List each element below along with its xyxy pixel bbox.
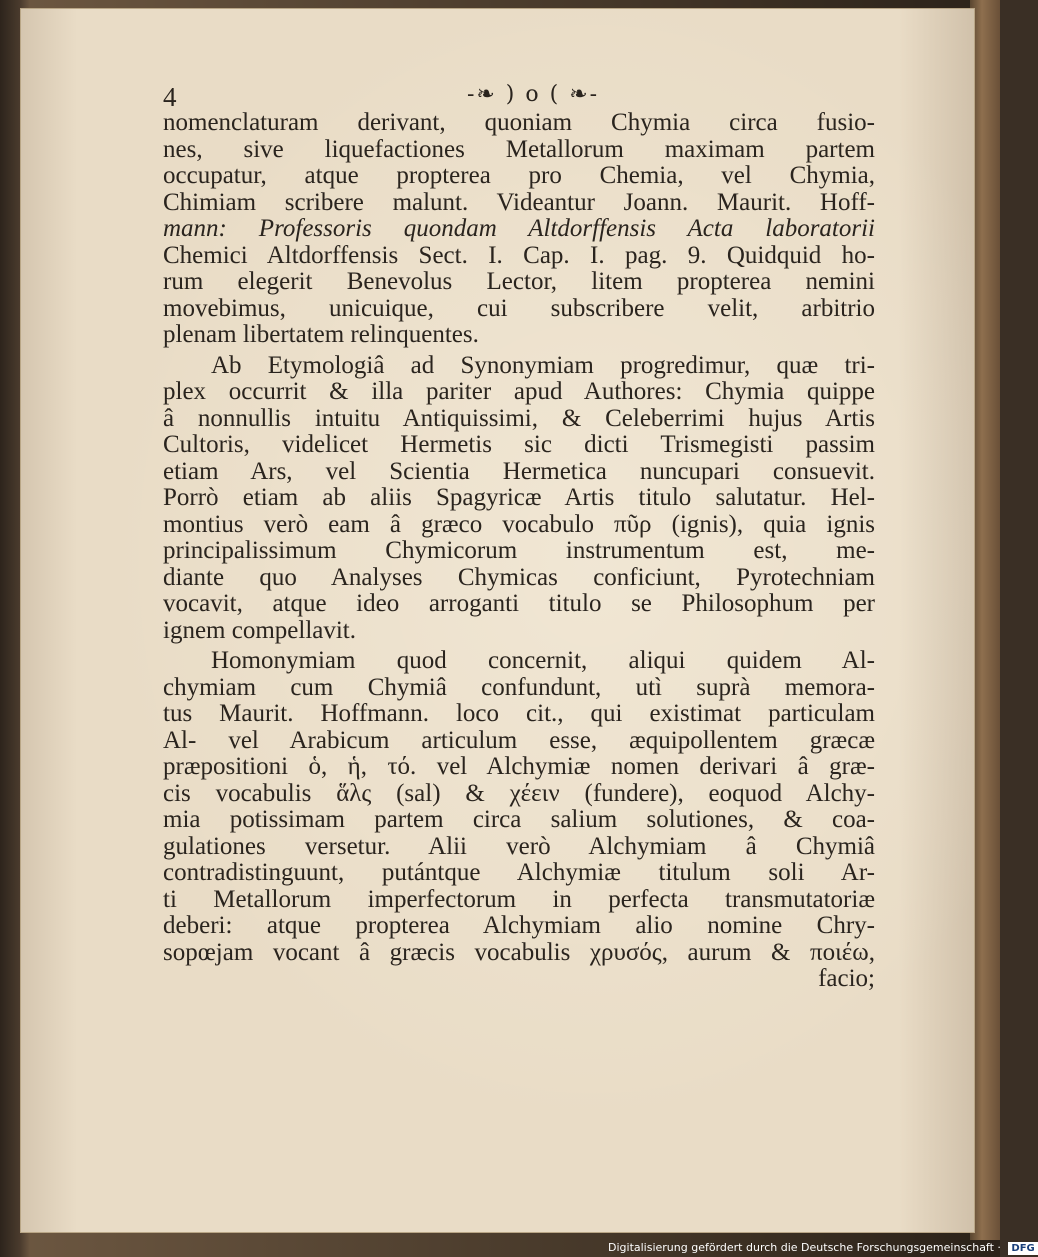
text-line: gulationes versetur. Alii verò Alchymiam â Chymiâ	[163, 832, 875, 860]
text-line: principalissimum Chymicorum instrumentum est, me-	[163, 537, 875, 564]
text-line: etiam Ars, vel Scientia Hermetica nuncupari consuevit.	[163, 457, 875, 485]
text-line: ti Metallorum imperfectorum in perfecta transmutatoriæ	[163, 885, 875, 913]
text-line: ignem compellavit.	[163, 616, 357, 644]
text-line: Homonymiam quod concernit, aliqui quidem Al-	[211, 647, 875, 674]
header-ornament: -❧ ) o ( ❧-	[466, 82, 600, 107]
text-line: Ab Etymologiâ ad Synonymiam progredimur, quæ tri-	[211, 351, 875, 379]
text-line: nomenclaturam derivant, quoniam Chymia circa fusio-	[163, 109, 875, 136]
text-line: diante quo Analyses Chymicas conficiunt, Pyrotechniam	[163, 563, 875, 591]
text-line: præpositioni ὁ, ἡ, τό. vel Alchymiæ nomen derivari â græ-	[163, 753, 875, 780]
digitization-credit	[608, 1238, 1038, 1257]
text-line: mann: Professoris quondam Altdorffensis Acta laboratorii	[163, 215, 875, 242]
text-line: occupatur, atque propterea pro Chemia, vel Chymia,	[163, 162, 875, 189]
text-line: chymiam cum Chymiâ confundunt, utì suprà memora-	[163, 673, 875, 701]
page-number: 4	[163, 82, 177, 112]
credit-text: Digitalisierung gefördert durch die Deutsche Forschungsgemeinschaft ·	[608, 1241, 1001, 1254]
text-line: plex occurrit & illa pariter apud Authores: Chymia quippe	[163, 378, 875, 405]
text-line: Porrò etiam ab aliis Spagyricæ Artis titulo salutatur. Hel-	[163, 484, 875, 511]
text-line: cis vocabulis ἅλς (sal) & χέειν (fundere), eoquod Alchy-	[163, 779, 875, 807]
text-line: movebimus, unicuique, cui subscribere velit, arbitrio	[163, 294, 875, 322]
text-line: facio;	[818, 965, 875, 992]
text-line: mia potissimam partem circa salium solutiones, & coa-	[163, 806, 875, 833]
text-line: montius verò eam â græco vocabulo πῦρ (ignis), quia ignis	[163, 510, 875, 538]
text-line: contradistinguunt, putántque Alchymiæ titulum soli Ar-	[163, 859, 875, 886]
text-line: vocavit, atque ideo arroganti titulo se Philosophum per	[163, 590, 875, 617]
text-line: Chemici Altdorffensis Sect. I. Cap. I. pag. 9. Quidquid ho-	[163, 241, 875, 269]
dfg-logo-icon: DFG	[1008, 1242, 1037, 1255]
page-body-text	[163, 110, 875, 993]
text-line: Chimiam scribere malunt. Videantur Joann. Maurit. Hoff-	[163, 188, 875, 216]
text-line: Cultoris, videlicet Hermetis sic dicti Trismegisti passim	[163, 431, 875, 458]
text-line: rum elegerit Benevolus Lector, litem propterea nemini	[163, 268, 875, 295]
text-line: plenam libertatem relinquentes.	[163, 321, 479, 348]
text-line: tus Maurit. Hoffmann. loco cit., qui existimat particulam	[163, 700, 875, 727]
text-line: Al- vel Arabicum articulum esse, æquipollentem græcæ	[163, 726, 875, 754]
text-line: nes, sive liquefactiones Metallorum maximam partem	[163, 135, 875, 163]
text-line: sopœjam vocant â græcis vocabulis χρυσός, aurum & ποιέω,	[163, 938, 875, 966]
text-line: â nonnullis intuitu Antiquissimi, & Celeberrimi hujus Artis	[163, 404, 875, 432]
text-line: deberi: atque propterea Alchymiam alio nomine Chry-	[163, 912, 875, 939]
